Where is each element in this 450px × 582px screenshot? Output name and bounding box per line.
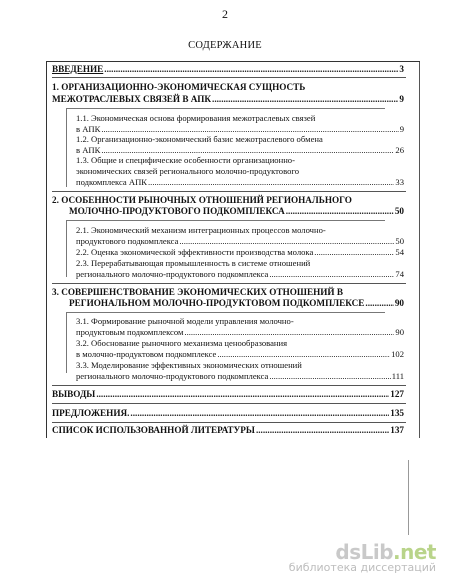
toc-leader — [101, 124, 398, 134]
section-3-2-line1[interactable]: 3.2. Обоснование рыночного механизма ценообразования — [76, 338, 288, 348]
chapter-2-title-line2: МОЛОЧНО-ПРОДУКТОВОГО ПОДКОМПЛЕКСА — [69, 206, 285, 216]
section-3-1-line2: продуктовым подкомплексом — [76, 327, 184, 337]
toc-entry-page: 137 — [390, 425, 404, 435]
chapter-3-title-line1[interactable]: 3. СОВЕРШЕНСТВОВАНИЕ ЭКОНОМИЧЕСКИХ ОТНОШЕНИЙ В — [52, 287, 343, 297]
section-1-3-line1[interactable]: 1.3. Общие и специфические особенности организационно- — [76, 155, 295, 165]
toc-entry-title: СПИСОК ИСПОЛЬЗОВАННОЙ ЛИТЕРАТУРЫ — [52, 425, 255, 435]
separator — [52, 191, 406, 192]
toc-leader — [96, 389, 389, 399]
separator — [52, 385, 406, 386]
separator — [52, 77, 406, 78]
toc-entry-page: 3 — [399, 64, 404, 74]
toc-entry-page: 9 — [399, 124, 404, 134]
section-3-3-line1[interactable]: 3.3. Моделирование эффективных экономических отношений — [76, 360, 302, 370]
section-2-2-line1: 2.2. Оценка экономической эффективности производства молока — [76, 247, 314, 257]
section-1-1-line2: в АПК — [76, 124, 101, 134]
section-2-3-line2: регионального молочно-продуктового подкомплекса — [76, 269, 269, 279]
toc-entry-proposals[interactable] — [52, 408, 404, 418]
toc-entry-3-1[interactable] — [76, 327, 404, 337]
toc-entry-page: 9 — [399, 94, 404, 104]
scan-artifact-line — [408, 460, 409, 535]
separator — [52, 283, 406, 284]
toc-entry-title: ПРЕДЛОЖЕНИЯ. — [52, 408, 130, 418]
toc-entry-ch2[interactable] — [52, 206, 404, 216]
toc-entry-literature[interactable] — [52, 425, 404, 435]
toc-leader — [104, 64, 398, 74]
separator — [52, 422, 406, 423]
section-3-3-line2: регионального молочно-продуктового подкомплекса — [76, 371, 269, 381]
toc-leader — [365, 298, 393, 308]
section-1-1-line1[interactable]: 1.1. Экономическая основа формирования межотраслевых связей — [76, 113, 316, 123]
toc-entry-conclusions[interactable] — [52, 389, 404, 399]
section-2-3-line1[interactable]: 2.3. Перерабатывающая промышленность в системе отношений — [76, 258, 311, 268]
toc-entry-ch1[interactable] — [52, 94, 404, 104]
page-number: 2 — [222, 7, 228, 21]
section-2-1-line1[interactable]: 2.1. Экономический механизм интеграционных процессов молочно- — [76, 225, 326, 235]
toc-entry-2-3[interactable] — [76, 269, 404, 279]
toc-entry-3-2[interactable] — [76, 349, 404, 359]
toc-entry-page: 90 — [395, 327, 404, 337]
toc-leader — [256, 425, 389, 435]
toc-entry-title: ВЫВОДЫ — [52, 389, 96, 399]
toc-leader — [286, 206, 394, 216]
chapter-1-title-line2: МЕЖОТРАСЛЕВЫХ СВЯЗЕЙ В АПК — [52, 94, 212, 104]
toc-entry-page: 111 — [391, 371, 404, 381]
section-1-2-line1[interactable]: 1.2. Организационно-экономический базис межотраслевого обмена — [76, 134, 323, 144]
watermark-subtitle: библиотека диссертаций — [288, 561, 436, 574]
toc-entry-page: 26 — [395, 145, 404, 155]
toc-entry-2-1[interactable] — [76, 236, 404, 246]
toc-entry-2-2[interactable] — [76, 247, 404, 257]
section-1-3-line3: подкомплекса АПК — [76, 177, 148, 187]
toc-leader — [148, 177, 394, 187]
toc-entry-title: ВВЕДЕНИЕ — [52, 64, 104, 74]
section-2-1-line2: продуктового подкомплекса — [76, 236, 179, 246]
chapter-2-title-line1[interactable]: 2. ОСОБЕННОСТИ РЫНОЧНЫХ ОТНОШЕНИЙ РЕГИОНАЛЬНОГО — [52, 195, 352, 205]
toc-entry-1-1[interactable] — [76, 124, 404, 134]
chapter-3-title-line2: РЕГИОНАЛЬНОМ МОЛОЧНО-ПРОДУКТОВОМ ПОДКОМПЛЕКСЕ — [69, 298, 365, 308]
toc-leader — [314, 247, 394, 257]
toc-leader — [101, 145, 394, 155]
toc-entry-intro[interactable] — [52, 64, 404, 74]
section-3-2-line2: в молочно-продуктовом подкомплексе — [76, 349, 217, 359]
watermark — [289, 540, 436, 574]
toc-entry-page: 102 — [391, 349, 404, 359]
separator — [52, 403, 406, 404]
section-3-1-line1[interactable]: 3.1. Формирование рыночной модели управления молочно- — [76, 316, 294, 326]
chapter-1-title-line1[interactable]: 1. ОРГАНИЗАЦИОННО-ЭКОНОМИЧЕСКАЯ СУЩНОСТЬ — [52, 82, 306, 92]
toc-entry-page: 54 — [395, 247, 404, 257]
toc-entry-1-2[interactable] — [76, 145, 404, 155]
toc-leader — [269, 371, 390, 381]
toc-entry-page: 50 — [395, 236, 404, 246]
toc-entry-page: 33 — [395, 177, 404, 187]
toc-entry-3-3[interactable] — [76, 371, 404, 381]
toc-leader — [179, 236, 394, 246]
toc-title: СОДЕРЖАНИЕ — [188, 40, 262, 51]
toc-leader — [217, 349, 390, 359]
section-1-2-line2: в АПК — [76, 145, 101, 155]
section-1-3-line2: экономических связей регионального молочно-продуктового — [76, 166, 300, 176]
toc-leader — [130, 408, 389, 418]
toc-entry-page: 127 — [390, 389, 404, 399]
toc-leader — [184, 327, 394, 337]
toc-entry-page: 135 — [390, 408, 404, 418]
watermark-logo: dsLib.net — [335, 540, 436, 564]
toc-leader — [269, 269, 394, 279]
toc-entry-page: 50 — [394, 206, 404, 216]
toc-entry-page: 74 — [395, 269, 404, 279]
toc-entry-ch3[interactable] — [52, 298, 404, 308]
toc-entry-page: 90 — [394, 298, 404, 308]
toc-entry-1-3[interactable] — [76, 177, 404, 187]
toc-leader — [212, 94, 398, 104]
